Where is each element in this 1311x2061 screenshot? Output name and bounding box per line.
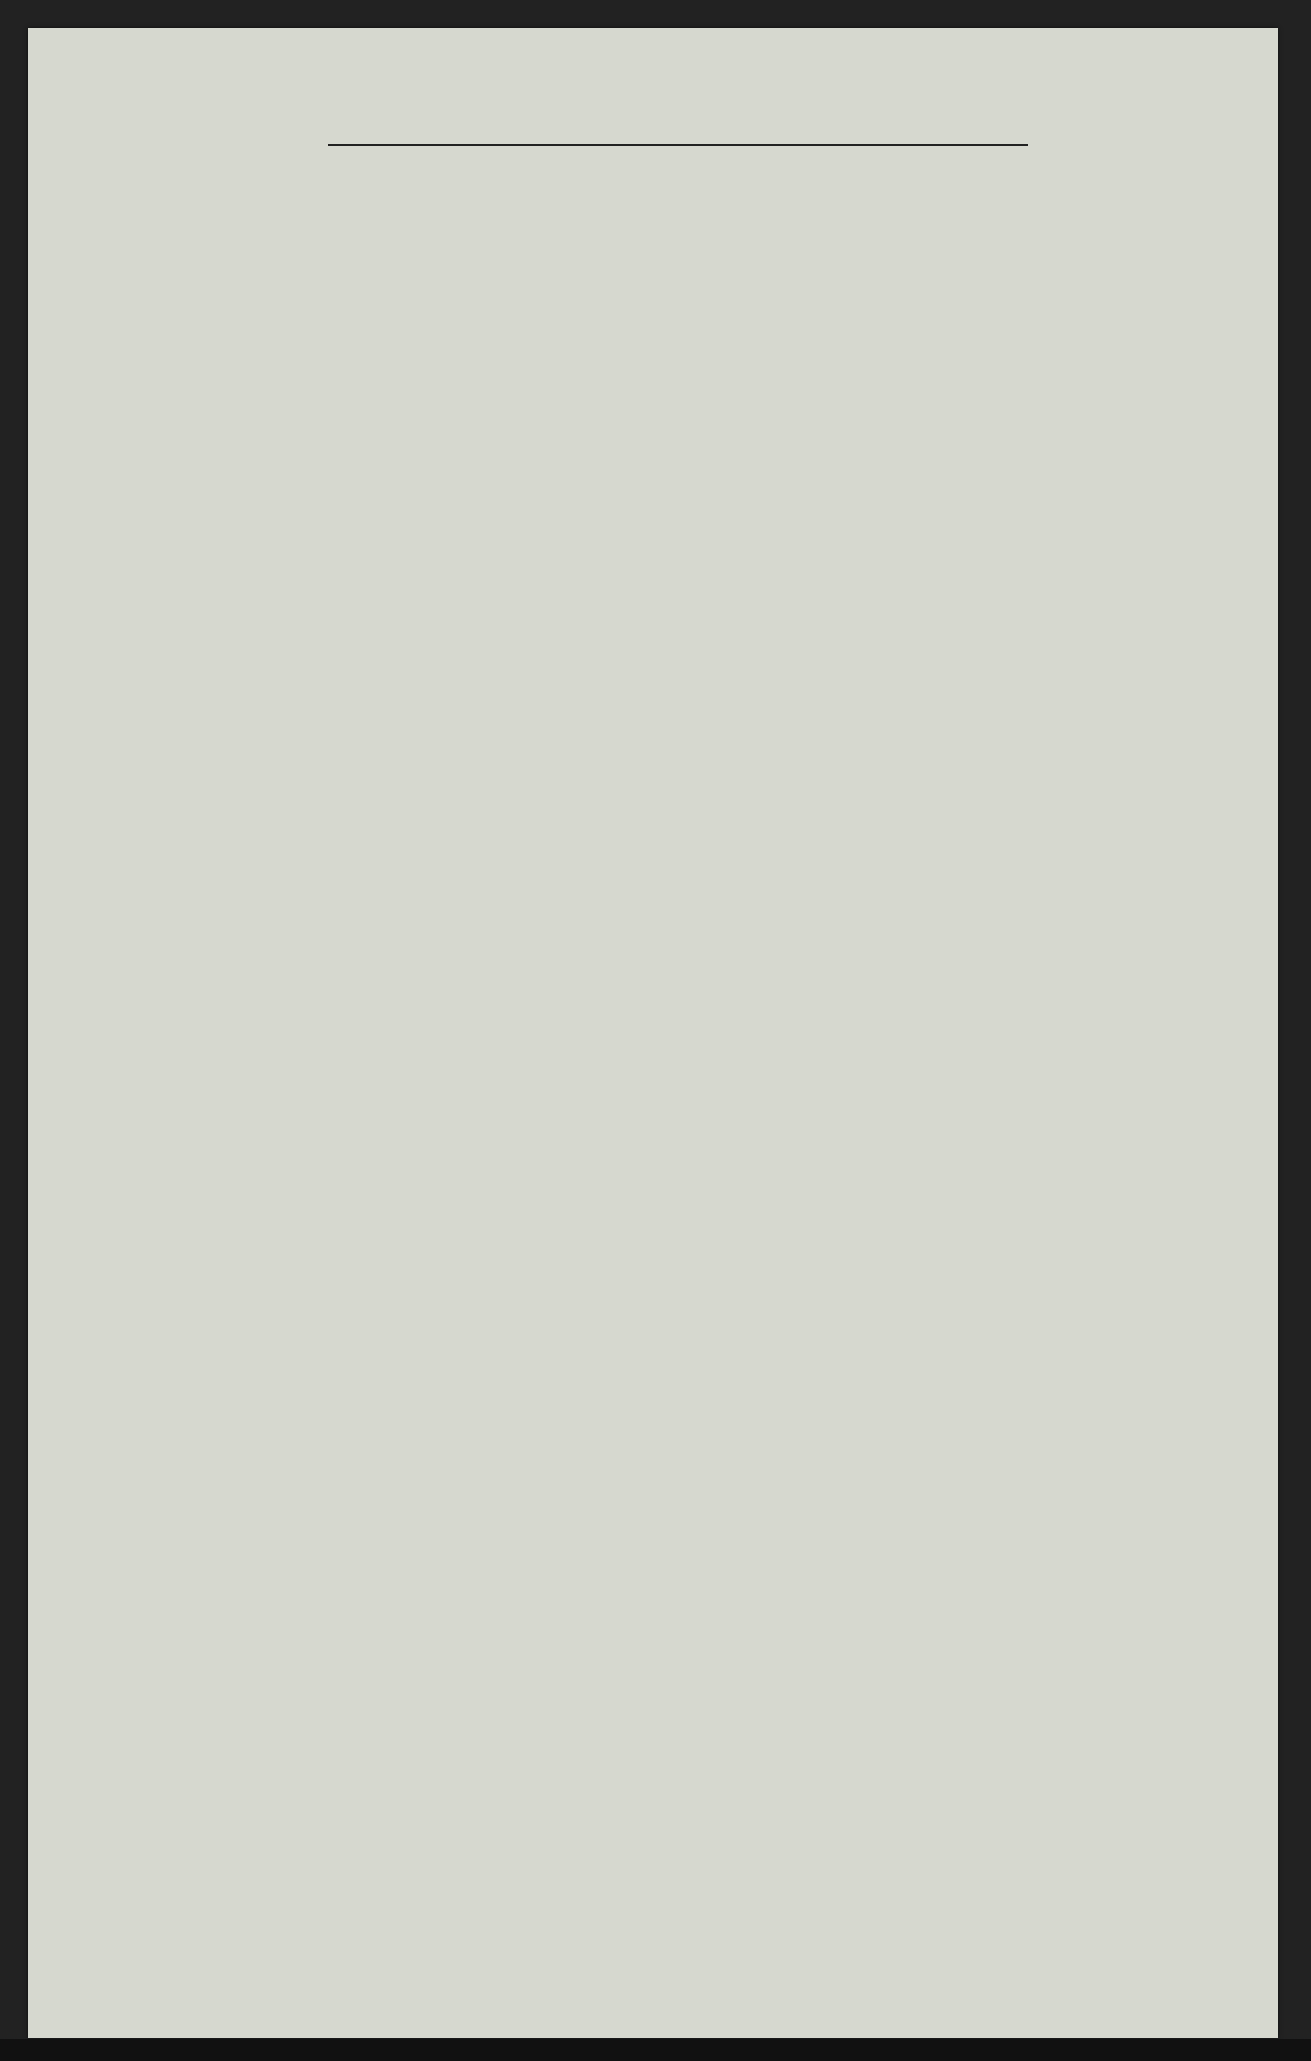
title-underline <box>328 144 1028 146</box>
archive-footer <box>0 2039 1311 2061</box>
form-sheet <box>28 28 1278 2038</box>
